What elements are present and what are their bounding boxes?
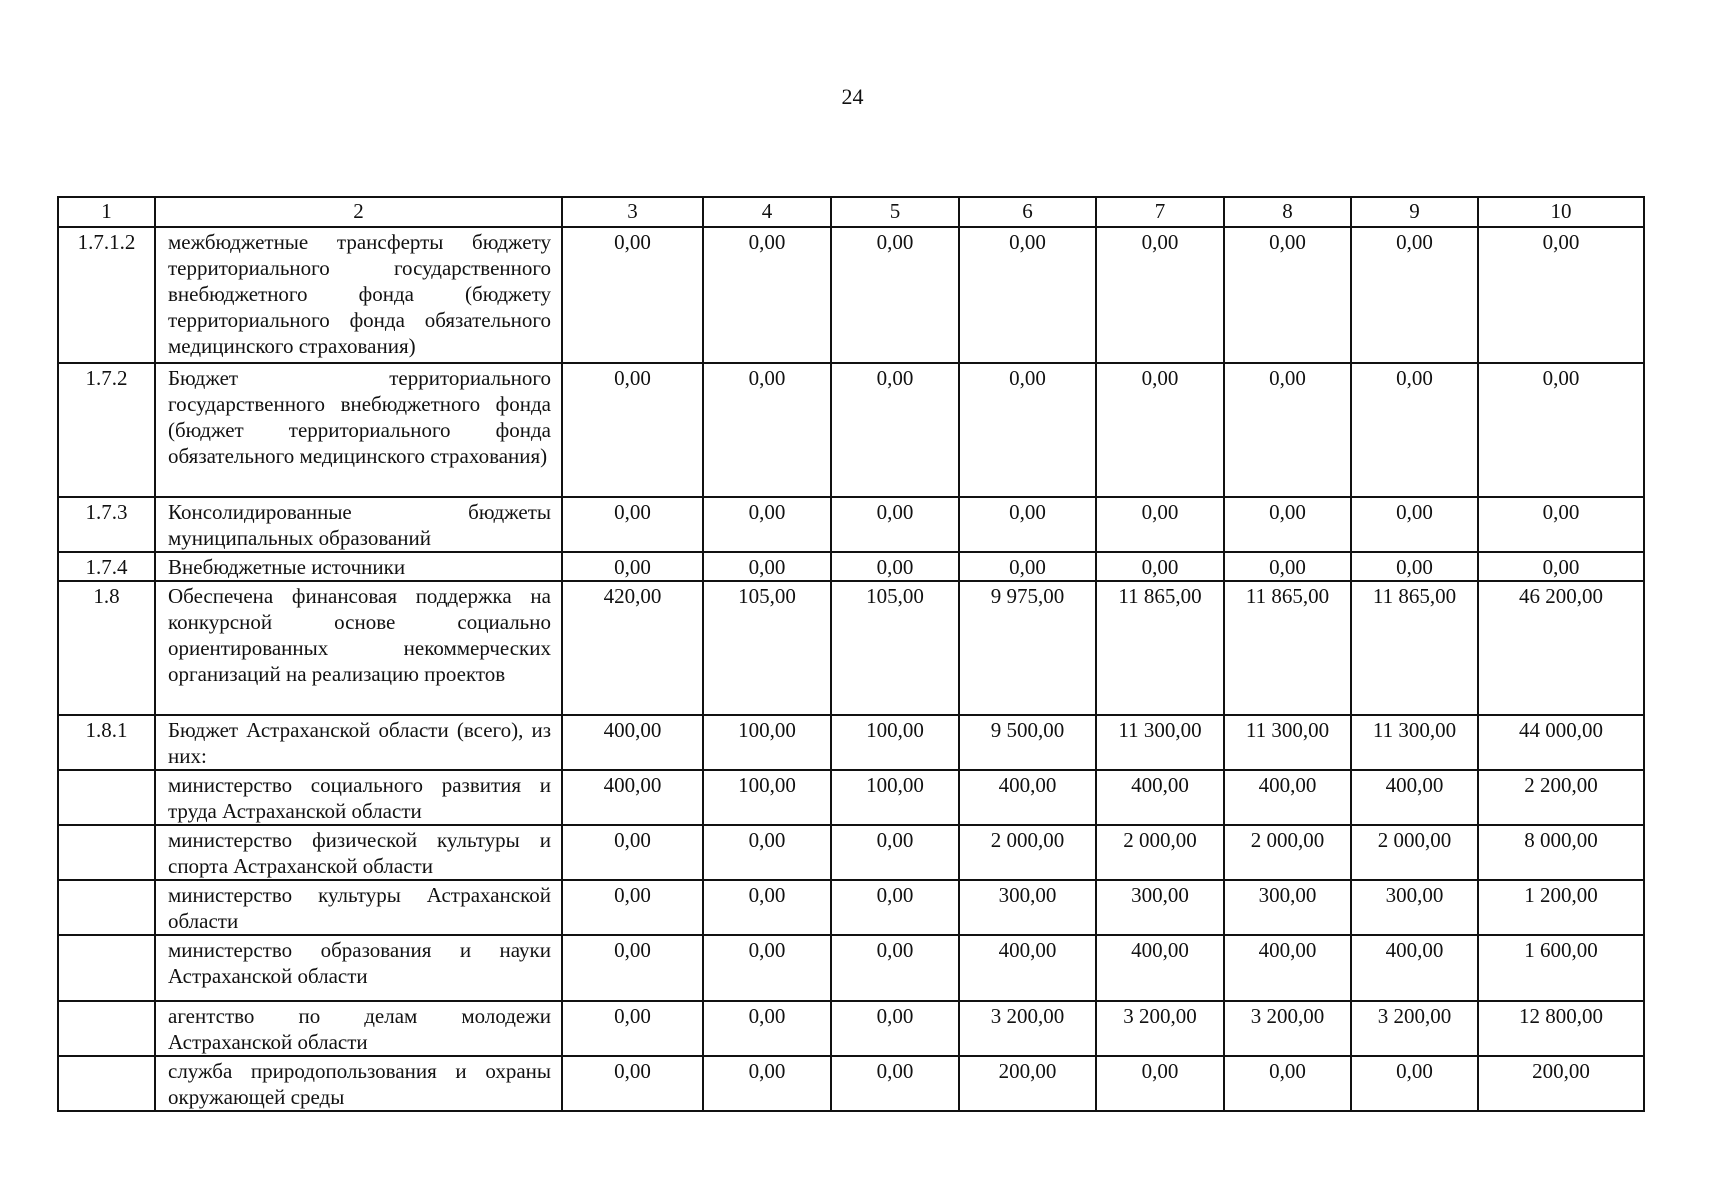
table-row [58,581,1644,715]
value-cell-col-9: 0,00 [1351,552,1478,581]
row-code-cell [58,935,155,1001]
value-cell-col-5: 0,00 [831,935,959,1001]
value-cell-col-9: 300,00 [1351,880,1478,935]
row-code-cell [58,825,155,880]
value-cell-col-5: 100,00 [831,715,959,770]
value-cell-col-4: 0,00 [703,363,831,497]
column-header-5: 5 [831,197,959,227]
value-cell-col-9: 400,00 [1351,770,1478,825]
value-cell-col-6: 300,00 [959,880,1096,935]
table-row [58,935,1644,1001]
value-cell-col-6: 9 500,00 [959,715,1096,770]
value-cell-col-8: 0,00 [1224,363,1351,497]
row-description-cell: министерство образования и науки Астраханской области [155,935,562,1001]
value-cell-col-4: 0,00 [703,880,831,935]
row-code-cell [58,1056,155,1111]
value-cell-col-3: 0,00 [562,1001,703,1056]
row-code-cell: 1.7.4 [58,552,155,581]
row-code-cell: 1.7.2 [58,363,155,497]
row-description-cell: министерство физической культуры и спорта Астраханской области [155,825,562,880]
value-cell-col-10: 0,00 [1478,497,1644,552]
value-cell-col-9: 11 300,00 [1351,715,1478,770]
value-cell-col-5: 0,00 [831,552,959,581]
value-cell-col-9: 3 200,00 [1351,1001,1478,1056]
column-header-6: 6 [959,197,1096,227]
value-cell-col-9: 2 000,00 [1351,825,1478,880]
column-header-3: 3 [562,197,703,227]
value-cell-col-10: 46 200,00 [1478,581,1644,715]
table-row [58,1056,1644,1111]
column-header-8: 8 [1224,197,1351,227]
table-row [58,497,1644,552]
value-cell-col-6: 0,00 [959,497,1096,552]
value-cell-col-5: 0,00 [831,825,959,880]
value-cell-col-3: 0,00 [562,497,703,552]
value-cell-col-3: 0,00 [562,552,703,581]
column-header-1: 1 [58,197,155,227]
row-description-cell: министерство социального развития и труда Астраханской области [155,770,562,825]
value-cell-col-4: 0,00 [703,227,831,363]
value-cell-col-9: 0,00 [1351,227,1478,363]
table-row [58,1001,1644,1056]
value-cell-col-3: 0,00 [562,1056,703,1111]
value-cell-col-4: 0,00 [703,497,831,552]
value-cell-col-7: 300,00 [1096,880,1224,935]
row-description-cell: межбюджетные трансферты бюджету территориального государственного внебюджетного фонда (бюджету территориального фонда обязательного медицинского страхования) [155,227,562,363]
value-cell-col-4: 0,00 [703,825,831,880]
value-cell-col-8: 400,00 [1224,935,1351,1001]
value-cell-col-7: 11 300,00 [1096,715,1224,770]
data-table [57,196,1645,1112]
value-cell-col-8: 0,00 [1224,552,1351,581]
row-code-cell: 1.8 [58,581,155,715]
value-cell-col-9: 0,00 [1351,497,1478,552]
value-cell-col-4: 100,00 [703,715,831,770]
row-description-cell: Бюджет территориального государственного внебюджетного фонда (бюджет территориального фонда обязательного медицинского страхования) [155,363,562,497]
value-cell-col-4: 105,00 [703,581,831,715]
value-cell-col-5: 0,00 [831,1056,959,1111]
value-cell-col-10: 0,00 [1478,227,1644,363]
value-cell-col-7: 400,00 [1096,935,1224,1001]
column-header-9: 9 [1351,197,1478,227]
value-cell-col-7: 11 865,00 [1096,581,1224,715]
value-cell-col-8: 300,00 [1224,880,1351,935]
table-row [58,227,1644,363]
value-cell-col-10: 12 800,00 [1478,1001,1644,1056]
value-cell-col-10: 1 600,00 [1478,935,1644,1001]
value-cell-col-6: 9 975,00 [959,581,1096,715]
value-cell-col-5: 0,00 [831,497,959,552]
value-cell-col-7: 0,00 [1096,1056,1224,1111]
value-cell-col-6: 0,00 [959,363,1096,497]
value-cell-col-7: 400,00 [1096,770,1224,825]
value-cell-col-10: 2 200,00 [1478,770,1644,825]
value-cell-col-4: 0,00 [703,1001,831,1056]
value-cell-col-5: 105,00 [831,581,959,715]
row-description-cell: Обеспечена финансовая поддержка на конкурсной основе социально ориентированных некоммерческих организаций на реализацию проектов [155,581,562,715]
value-cell-col-10: 0,00 [1478,363,1644,497]
value-cell-col-8: 2 000,00 [1224,825,1351,880]
value-cell-col-6: 0,00 [959,552,1096,581]
table-row [58,825,1644,880]
value-cell-col-8: 0,00 [1224,1056,1351,1111]
value-cell-col-7: 0,00 [1096,227,1224,363]
value-cell-col-3: 400,00 [562,770,703,825]
table-row [58,552,1644,581]
table-header-row [58,197,1644,227]
value-cell-col-8: 11 300,00 [1224,715,1351,770]
value-cell-col-4: 0,00 [703,935,831,1001]
value-cell-col-7: 2 000,00 [1096,825,1224,880]
value-cell-col-6: 0,00 [959,227,1096,363]
value-cell-col-10: 1 200,00 [1478,880,1644,935]
row-description-cell: Консолидированные бюджеты муниципальных образований [155,497,562,552]
column-header-4: 4 [703,197,831,227]
value-cell-col-3: 420,00 [562,581,703,715]
row-code-cell [58,880,155,935]
value-cell-col-9: 400,00 [1351,935,1478,1001]
column-header-2: 2 [155,197,562,227]
table-row [58,770,1644,825]
row-code-cell: 1.8.1 [58,715,155,770]
value-cell-col-4: 100,00 [703,770,831,825]
value-cell-col-9: 11 865,00 [1351,581,1478,715]
value-cell-col-10: 8 000,00 [1478,825,1644,880]
value-cell-col-7: 0,00 [1096,552,1224,581]
value-cell-col-6: 200,00 [959,1056,1096,1111]
row-code-cell: 1.7.1.2 [58,227,155,363]
value-cell-col-3: 0,00 [562,825,703,880]
row-description-cell: Бюджет Астраханской области (всего), из них: [155,715,562,770]
value-cell-col-5: 0,00 [831,227,959,363]
value-cell-col-4: 0,00 [703,552,831,581]
value-cell-col-4: 0,00 [703,1056,831,1111]
row-description-cell: агентство по делам молодежи Астраханской области [155,1001,562,1056]
column-header-10: 10 [1478,197,1644,227]
table-row [58,715,1644,770]
table-row [58,363,1644,497]
table-row [58,880,1644,935]
value-cell-col-9: 0,00 [1351,363,1478,497]
value-cell-col-10: 44 000,00 [1478,715,1644,770]
value-cell-col-8: 400,00 [1224,770,1351,825]
table-container [57,196,1645,1112]
value-cell-col-9: 0,00 [1351,1056,1478,1111]
column-header-7: 7 [1096,197,1224,227]
value-cell-col-3: 0,00 [562,880,703,935]
value-cell-col-3: 0,00 [562,363,703,497]
value-cell-col-10: 0,00 [1478,552,1644,581]
value-cell-col-8: 3 200,00 [1224,1001,1351,1056]
value-cell-col-3: 0,00 [562,935,703,1001]
page-number: 24 [841,84,864,109]
value-cell-col-3: 0,00 [562,227,703,363]
value-cell-col-5: 100,00 [831,770,959,825]
value-cell-col-7: 0,00 [1096,363,1224,497]
row-code-cell: 1.7.3 [58,497,155,552]
row-code-cell [58,1001,155,1056]
table-body [58,227,1644,1111]
value-cell-col-6: 400,00 [959,935,1096,1001]
value-cell-col-6: 3 200,00 [959,1001,1096,1056]
value-cell-col-8: 11 865,00 [1224,581,1351,715]
value-cell-col-6: 400,00 [959,770,1096,825]
row-description-cell: служба природопользования и охраны окружающей среды [155,1056,562,1111]
value-cell-col-5: 0,00 [831,1001,959,1056]
row-code-cell [58,770,155,825]
value-cell-col-8: 0,00 [1224,227,1351,363]
value-cell-col-5: 0,00 [831,363,959,497]
value-cell-col-10: 200,00 [1478,1056,1644,1111]
row-description-cell: министерство культуры Астраханской области [155,880,562,935]
value-cell-col-7: 3 200,00 [1096,1001,1224,1056]
value-cell-col-3: 400,00 [562,715,703,770]
value-cell-col-5: 0,00 [831,880,959,935]
value-cell-col-7: 0,00 [1096,497,1224,552]
value-cell-col-6: 2 000,00 [959,825,1096,880]
row-description-cell: Внебюджетные источники [155,552,562,581]
value-cell-col-8: 0,00 [1224,497,1351,552]
